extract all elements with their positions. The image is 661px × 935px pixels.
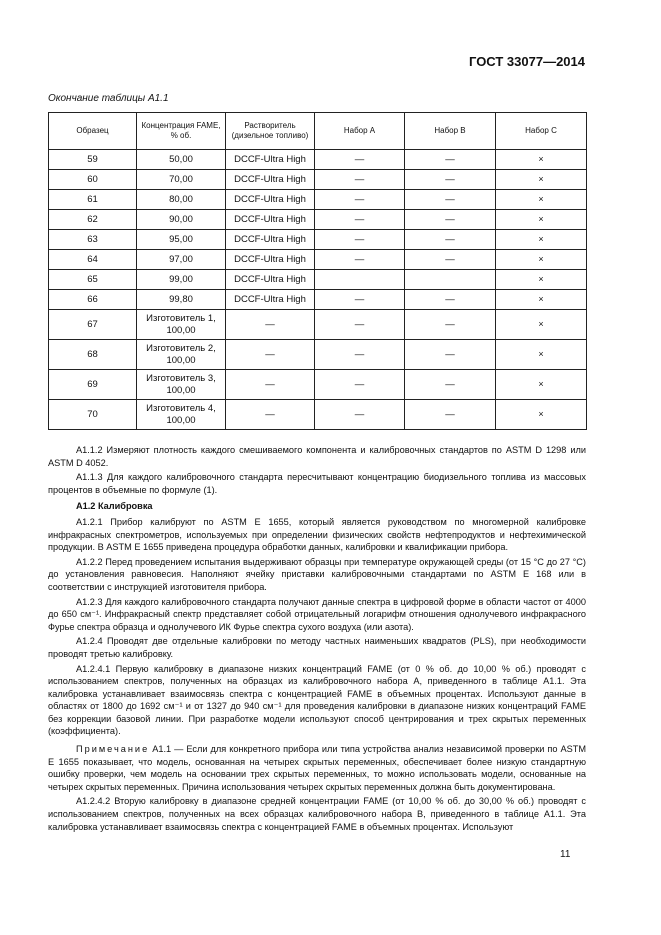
cell-solvent: DCCF-Ultra High [226,210,315,230]
cell-sample: 69 [49,370,137,400]
cell-sample: 60 [49,170,137,190]
cell-concentration: 80,00 [137,190,226,210]
paragraph-a1-2-3: А1.2.3 Для каждого калибровочного стандарта получают данные спектра в цифровой форме в области частот от 4000 до 650 см⁻¹. Инфракрасный спектр представляет собой отрицательный логарифм отношения однолучевого инфракрасного Фурье спектра образца и однолучевого ИК Фурье спектра сухого воздуха (или азота). [48,596,586,632]
note-label: Примечание [76,744,150,755]
paragraph-a1-2-4-2: А1.2.4.2 Вторую калибровку в диапазоне средней концентрации FAME (от 10,00 % об. до 30,00 % об.) проводят с использованием спектров, полученных на всех образцах калибровочного набора В, приведенного в таблице А1.1. Эта калибровка устанавливает взаимосвязь спектра с концентрацией FAME в объемных процентах. Используют [48,796,586,832]
cell-set-a: — [315,290,405,310]
cell-set-a: — [315,170,405,190]
cell-set-c: × [496,370,587,400]
table-row [49,210,587,230]
cell-concentration: 97,00 [137,250,226,270]
table-row [49,230,587,250]
cell-solvent: DCCF-Ultra High [226,290,315,310]
cell-set-b: — [405,400,496,430]
col-header-sample: Образец [49,113,137,150]
paragraph-a1-2-1: А1.2.1 Прибор калибруют по ASTM E 1655, который является руководством по многомерной калибровке инфракрасных спектрометров, используемых при определении физических свойств нефтепродуктов и нефтехимической продукции. В ASTM E 1655 приведена процедура обработки данных, калибровки и квалификации прибора. [48,516,586,553]
cell-sample: 63 [49,230,137,250]
cell-sample: 62 [49,210,137,230]
cell-solvent: — [226,400,315,430]
col-header-set-a: Набор А [315,113,405,150]
cell-concentration: 50,00 [137,150,226,170]
cell-concentration: 95,00 [137,230,226,250]
cell-set-c: × [496,150,587,170]
paragraph-a1-2-2: А1.2.2 Перед проведением испытания выдерживают образцы при температуре окружающей среды (от 15 °C до 27 °C) до установления равновесия. Наполняют ячейку приставки калибровочными стандартами по ASTM E 168 или в соответствии с инструкцией изготовителя прибора. [48,556,586,592]
cell-concentration: 70,00 [137,170,226,190]
cell-set-c: × [496,170,587,190]
table-row [49,150,587,170]
col-header-set-b: Набор В [405,113,496,150]
cell-concentration: 99,00 [137,270,226,290]
cell-solvent: DCCF-Ultra High [226,250,315,270]
cell-set-a: — [315,250,405,270]
cell-set-b [405,270,496,290]
cell-sample: 70 [49,400,137,430]
cell-sample: 68 [49,340,137,370]
body-text [48,444,586,835]
cell-set-c: × [496,230,587,250]
cell-solvent: — [226,370,315,400]
cell-sample: 61 [49,190,137,210]
cell-solvent: — [226,310,315,340]
cell-set-b: — [405,150,496,170]
page-number: 11 [560,849,571,860]
table-row [49,270,587,290]
cell-set-a: — [315,210,405,230]
cell-concentration: Изготовитель 4, 100,00 [137,400,226,430]
col-header-fame-concentration: Концентрация FAME, % об. [137,113,226,150]
cell-set-a: — [315,190,405,210]
cell-set-b: — [405,230,496,250]
cell-set-a: — [315,150,405,170]
table-row [49,170,587,190]
cell-set-a: — [315,340,405,370]
note-a1-1 [48,743,586,793]
table-row [49,290,587,310]
table-row [49,310,587,340]
cell-set-b: — [405,340,496,370]
cell-sample: 65 [49,270,137,290]
cell-concentration: Изготовитель 2, 100,00 [137,340,226,370]
cell-solvent: DCCF-Ultra High [226,190,315,210]
cell-sample: 66 [49,290,137,310]
cell-set-c: × [496,190,587,210]
cell-concentration: Изготовитель 1, 100,00 [137,310,226,340]
cell-set-a: — [315,230,405,250]
cell-solvent: DCCF-Ultra High [226,230,315,250]
cell-set-b: — [405,310,496,340]
table-row [49,370,587,400]
cell-set-b: — [405,250,496,270]
col-header-solvent: Растворитель (дизельное топливо) [226,113,315,150]
cell-solvent: DCCF-Ultra High [226,270,315,290]
cell-set-a: — [315,310,405,340]
cell-solvent: DCCF-Ultra High [226,150,315,170]
cell-set-c: × [496,400,587,430]
table-header-row [49,113,587,150]
cell-concentration: 99,80 [137,290,226,310]
cell-concentration: Изготовитель 3, 100,00 [137,370,226,400]
cell-set-a: — [315,370,405,400]
section-heading-calibration: А1.2 Калибровка [76,501,153,512]
paragraph-a1-2-4-1: А1.2.4.1 Первую калибровку в диапазоне низких концентраций FAME (от 0 % об. до 10,00 % об.) проводят с использованием спектров, полученных на образцах из калибровочного набора А, приведенного в таблице А1.1. Эта калибровка устанавливает взаимосвязь спектра с концентрацией FAME в объемных процентах. Используют данные в областях от 1800 до 1692 см⁻¹ и от 1327 до 940 см⁻¹ для проведения калибровки в диапазоне низких концентраций FAME без коррекции базовой линии. При разработке модели используют способ центрирования и трех скрытых переменных (коэффициента). [48,663,586,737]
table-row [49,190,587,210]
cell-set-b: — [405,290,496,310]
col-header-set-c: Набор С [496,113,587,150]
cell-set-b: — [405,170,496,190]
cell-set-b: — [405,210,496,230]
paragraph-a1-2-4: А1.2.4 Проводят две отдельные калибровки по методу частных наименьших квадратов (PLS), при необходимости проводят третью калибровку. [48,636,586,659]
cell-sample: 67 [49,310,137,340]
cell-set-c: × [496,210,587,230]
note-text: А1.1 — Если для конкретного прибора или типа устройства анализ независимой проверки по ASTM E 1655 показывает, что модель, основанная на четырех скрытых переменных, обеспечивает более низкую стандартную ошибку проверки, чем модель на основании трех скрытых переменных, то можно использовать модели, основанные на четырех скрытых переменных. Причина использования четырех скрытых переменных должна быть документирована. [48,744,586,792]
cell-set-b: — [405,190,496,210]
table-row [49,250,587,270]
calibration-table [48,112,587,430]
table-row [49,340,587,370]
cell-set-a [315,270,405,290]
cell-solvent: DCCF-Ultra High [226,170,315,190]
cell-set-c: × [496,270,587,290]
cell-set-a: — [315,400,405,430]
cell-set-b: — [405,370,496,400]
paragraph-a1-1-2: A1.1.2 Измеряют плотность каждого смешиваемого компонента и калибровочных стандартов по ASTM D 1298 или ASTM D 4052. [48,445,586,468]
table-row [49,400,587,430]
paragraph-a1-1-3: A1.1.3 Для каждого калибровочного стандарта пересчитывают концентрацию биодизельного топлива из массовых процентов в объемные по формуле (1). [48,472,586,495]
table-caption: Окончание таблицы А1.1 [48,93,169,104]
cell-set-c: × [496,290,587,310]
cell-sample: 59 [49,150,137,170]
document-code: ГОСТ 33077—2014 [469,54,585,69]
cell-set-c: × [496,250,587,270]
cell-concentration: 90,00 [137,210,226,230]
cell-set-c: × [496,340,587,370]
cell-solvent: — [226,340,315,370]
cell-sample: 64 [49,250,137,270]
cell-set-c: × [496,310,587,340]
